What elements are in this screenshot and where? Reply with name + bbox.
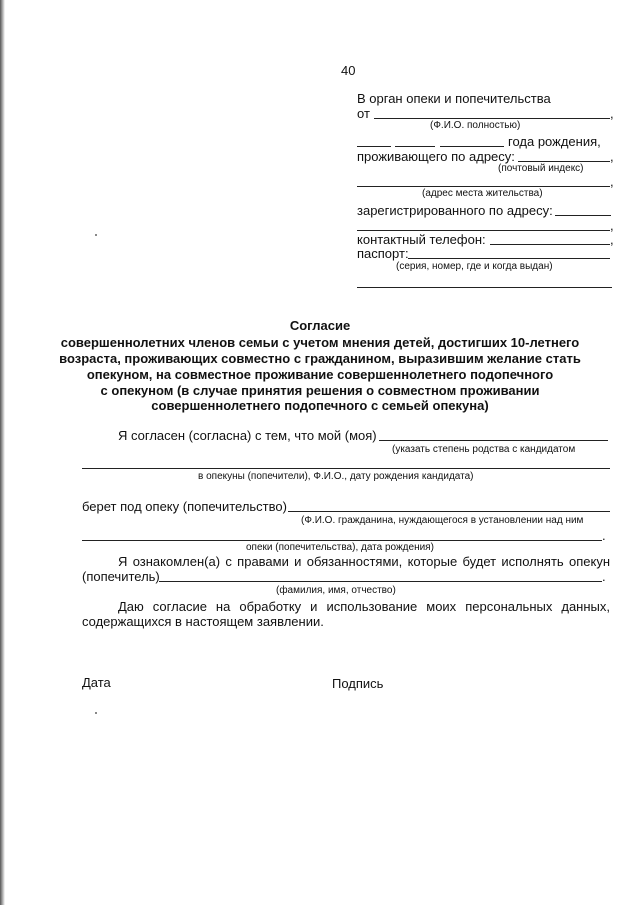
ward-hint-2: опеки (попечительства), дата рождения) xyxy=(246,542,434,553)
postal-hint: (почтовый индекс) xyxy=(498,163,584,174)
passport-field-2[interactable] xyxy=(357,287,612,288)
candidate-hint: в опекуны (попечители), Ф.И.О., дату рождения кандидата) xyxy=(198,471,474,482)
address-field[interactable] xyxy=(357,186,610,187)
name-hint: (фамилия, имя, отчество) xyxy=(276,585,396,596)
registered-field-2[interactable] xyxy=(357,230,610,231)
signature-label: Подпись xyxy=(332,676,384,691)
period: . xyxy=(602,528,606,543)
from-label: от xyxy=(357,106,370,121)
residing-label: проживающего по адресу: xyxy=(357,149,515,164)
birth-year-label: года рождения, xyxy=(508,134,601,149)
ward-field[interactable] xyxy=(288,511,610,512)
title-line: с опекуном (в случае принятия решения о совместном проживании xyxy=(100,383,540,398)
comma: , xyxy=(610,149,614,164)
candidate-field[interactable] xyxy=(82,468,610,469)
birth-month-field[interactable] xyxy=(395,146,435,147)
address-hint: (адрес места жительства) xyxy=(422,188,543,199)
ward-field-2[interactable] xyxy=(82,540,602,541)
registered-label: зарегистрированного по адресу: xyxy=(357,203,553,218)
familiar-text: Я ознакомлен(а) с правами и обязанностями, которые будет исполнять опекун xyxy=(118,554,610,569)
kinship-field[interactable] xyxy=(379,440,608,441)
passport-field[interactable] xyxy=(408,258,610,259)
page-number: 40 xyxy=(341,63,356,78)
scan-edge xyxy=(0,0,5,905)
registered-field[interactable] xyxy=(555,215,611,216)
consent-text-2: содержащихся в настоящем заявлении. xyxy=(82,614,324,629)
ward-hint: (Ф.И.О. гражданина, нуждающегося в установлении над ним xyxy=(301,515,584,526)
date-label: Дата xyxy=(82,675,111,690)
birth-year-field[interactable] xyxy=(440,146,504,147)
period: . xyxy=(602,569,606,584)
phone-label: контактный телефон: xyxy=(357,232,486,247)
passport-label: паспорт: xyxy=(357,246,409,261)
title-line: совершеннолетних членов семьи с учетом мнения детей, достигших 10-летнего xyxy=(60,335,580,350)
title-line: опекуном, на совместное проживание совершеннолетнего подопечного xyxy=(86,367,554,382)
comma: , xyxy=(610,174,614,189)
scan-speck xyxy=(95,234,97,236)
title-line: возраста, проживающих совместно с гражданином, выразившим желание стать xyxy=(59,351,581,366)
from-field[interactable] xyxy=(374,118,610,119)
guardian-text: (попечитель) xyxy=(82,569,160,584)
passport-hint: (серия, номер, где и когда выдан) xyxy=(396,261,553,272)
comma: , xyxy=(610,106,614,121)
fio-hint: (Ф.И.О. полностью) xyxy=(430,120,521,131)
agree-text: Я согласен (согласна) с тем, что мой (моя) xyxy=(118,428,377,443)
comma: , xyxy=(610,232,614,247)
title-heading: Согласие xyxy=(289,318,351,333)
guardian-name-field[interactable] xyxy=(159,581,602,582)
phone-field[interactable] xyxy=(490,244,610,245)
takes-text: берет под опеку (попечительство) xyxy=(82,499,287,514)
comma: , xyxy=(610,218,614,233)
kinship-hint: (указать степень родства с кандидатом xyxy=(392,444,576,455)
title-line: совершеннолетнего подопечного с семьей опекуна) xyxy=(151,398,489,413)
postal-field[interactable] xyxy=(518,161,610,162)
scan-speck xyxy=(95,712,97,714)
birth-day-field[interactable] xyxy=(357,146,391,147)
recipient-line: В орган опеки и попечительства xyxy=(357,91,551,106)
consent-text: Даю согласие на обработку и использование моих персональных данных, xyxy=(118,599,610,614)
